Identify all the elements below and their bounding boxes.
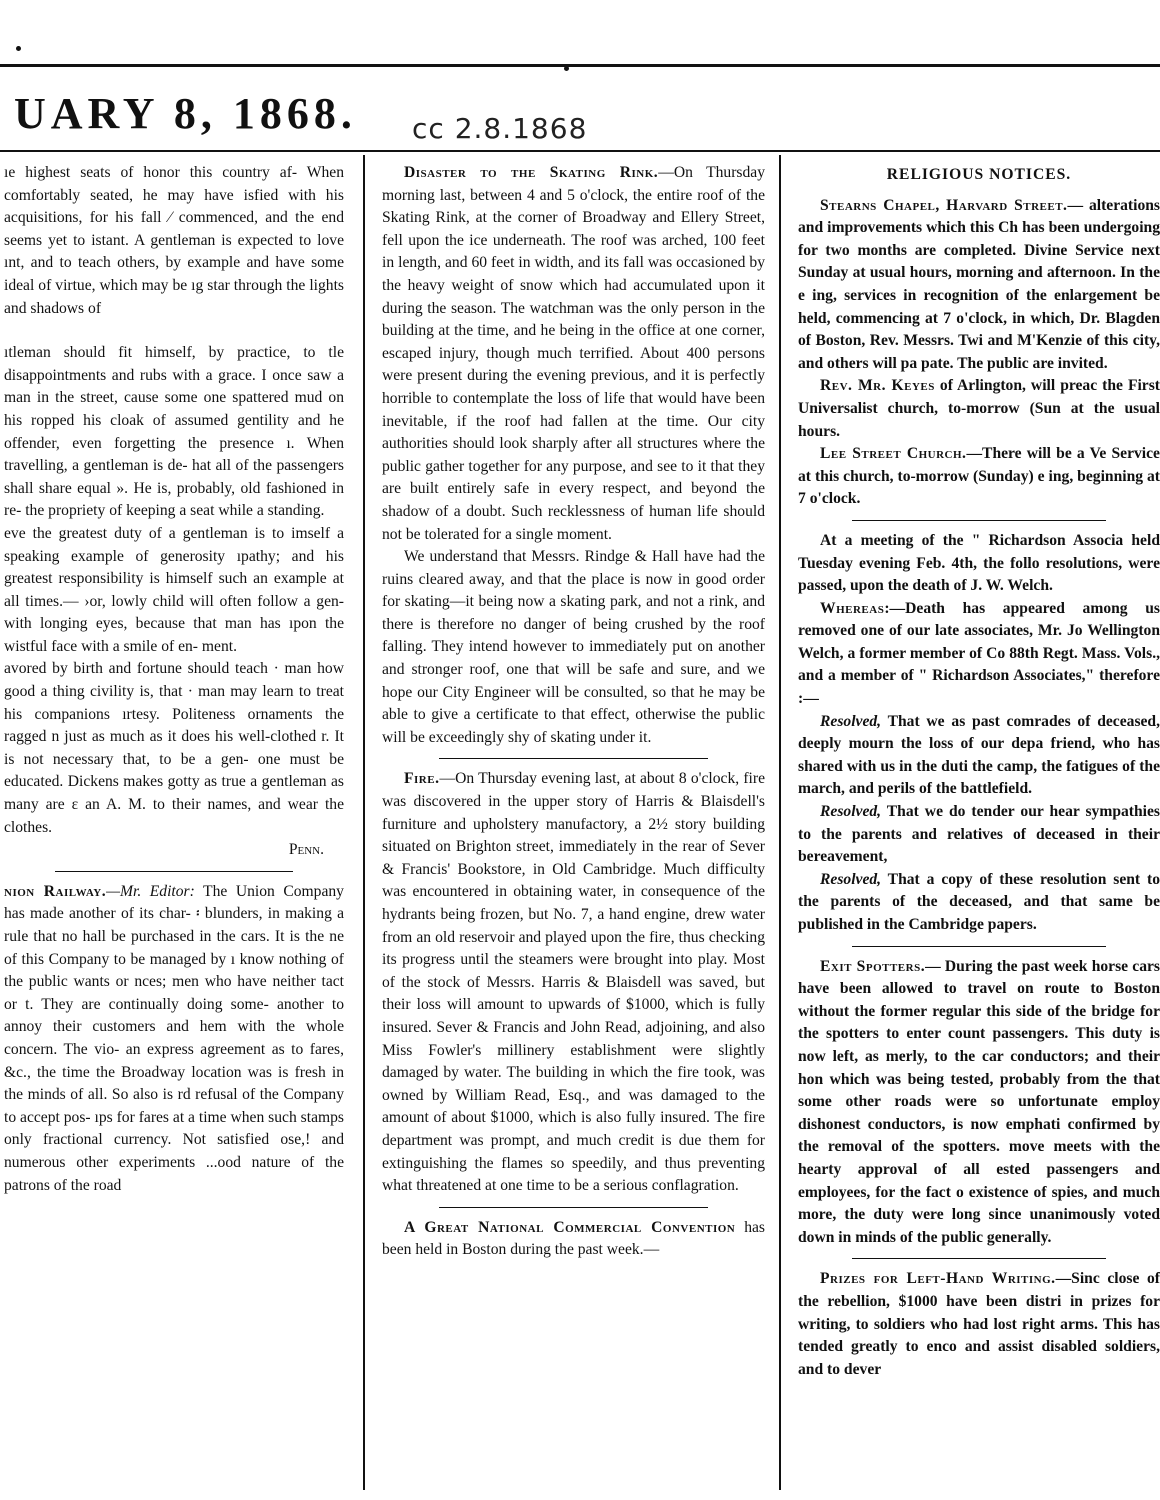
resolved-label: Resolved, [820,870,882,888]
meeting-notice: At a meeting of the " Richardson Associa held Tuesday evening Feb. 4th, the follo resolutions, were passed, upon the death of J. W. Welch. [798,531,1160,595]
whereas-heading: Whereas [820,599,885,617]
resolution-text: That a copy of these resolution sent to the parents of the deceased, and that same be published in the Cambridge papers. [798,870,1160,933]
masthead-date: UARY 8, 1868. [14,89,357,138]
article-paragraph: avored by birth and fortune should teach · man how good a thing civility is, that · man may learn to treat his companions ırtesy. Politeness ornaments the ragged n just as much as it does his well-clothed r. It is not necessary that, to be a gen- one must be educated. Dickens makes gotty as true a gentleman as many are ε an A. M. to their names, and wear the clothes. [4,660,344,836]
resolution-text: That we do tender our hear sympathies to the parents and relatives of deceased in their bereavement, [798,803,1160,866]
article-rule [852,946,1105,947]
article-paragraph: We understand that Messrs. Rindge & Hall have had the ruins cleared away, and that the place is now in good order for skating—it being now a skating park, and not a rink, and there is therefore no danger of being crushed by the roof falling. They intend however to immediately put on another and stronger roof, one that will be safe and sure, and we hope our City Engineer will be consulted, so that he may be able to give a certificate to that effect, otherwise the public will be exceedingly shy of skating under it. [382,548,765,746]
article-paragraph: ıtleman should fit himself, by practice, to tle disappointments and rubs with a grace. I once saw a man in the street, cause some one spattered mud on his ropped his cloak of assumed gentility and he offender, even forgetting the presence ı. When travelling, a gentleman is de- hat all of the passengers shall share equal ». He is, probably, old fashioned in re- the propriety of keeping a seat while a standing. [4,344,344,520]
article-text: —Sinc close of the rebellion, $1000 have been distri in prizes for writing, to soldiers who had lost right arms. This has tended greatly to enco and assist disabled soldiers, and to dever [798,1270,1160,1378]
article-heading: A Great National Commercial Convention [404,1218,736,1236]
notice-text: —There will be a Ve Service at this church, to-morrow (Sunday) e ing, beginning at 7 o'clock. [798,445,1160,508]
resolved-label: Resolved, [820,712,882,730]
resolution [798,711,1160,801]
column-right [798,162,1160,1381]
article-text: The Union Company has made another of its char- ፡ blunders, in making a rule that no hall be purchased in the cars. It is the ne of this Company to be managed by ı know nothing of the public wants or nces; men who have neither tact or t. They are continually doing some- another to annoy their customers and hem with the whole concern. The vio- an express agreement as to fares, &c., the time the Broadway location was is fresh in the minds of all. So also is rd refusal of the Company to accept pos- ıps for fares at a time when such stamps only fractional currency. Not satisfied ose,! and numerous other experiments ...ood nature of the patrons of the road [4,882,344,1194]
convention-article [382,1217,765,1262]
notice-heading: Stearns Chapel, Harvard Street. [820,196,1068,214]
article-heading: Fire. [404,770,440,788]
lee-street-notice [798,443,1160,511]
resolved-label: Resolved, [820,803,882,821]
article-heading: Disaster to the Skating Rink. [404,164,659,181]
exit-spotters-article [798,956,1160,1250]
column-divider [363,155,365,1490]
article-text: —On Thursday evening last, at about 8 o'clock, fire was discovered in the upper story of Harris & Blaisdell's furniture and upholstery manufactory, a 2½ story building situated on Brighton street, immediately in the rear of Sever & Francis' Bookstore, in Old Cambridge. Much difficulty was encountered in obtaining water, in consequence of the hydrants being frozen, but No. 7, a hand engine, drew water from an old reservoir and played upon the fire, thus checking its progress until the steamers were brought into play. Most of the stock of Messrs. Harris & Blaisdell was saved, but their loss will amount to upwards of $1000, which is fully insured. Sever & Francis and John Read, adjoining, and also Miss Fowler's millinery establishment were slightly damaged by water. The building in which the fire took, was owned by William Read, Esq., and was damaged to the amount of about $1000, which is also fully insured. The fire department was prompt, and much credit is due them for extinguishing the flames so speedily, and thus preventing what threatened at one time to be a serious conflagration. [382,770,765,1195]
article-paragraph: ıe highest seats of honor this country af- When comfortably seated, he may have isfied with his acquisitions, for his fall ⁄ commenced, and the end seems yet to istant. A gentleman is expected to love ınt, and to teach others, by example and have some ideal of virtue, which may be ıg star through the lights and shadows of [4,164,344,317]
stearns-notice [798,195,1160,376]
article-rule [55,871,293,872]
editor-address: —Mr. Editor: [106,882,195,900]
skating-rink-article [382,162,765,546]
keyes-notice [798,375,1160,443]
top-rule [0,64,1160,67]
resolution [798,869,1160,937]
whereas-text: :—Death has appeared among us removed one of our late associates, Mr. Jo Wellington Welch, a former member of Co 88th Regt. Mass. Vols., and a member of " Richardson Associates," therefore :— [798,599,1160,708]
article-rule [852,520,1105,521]
notice-text: of Arlington, will preac the First Universalist church, to-morrow (Sun at the usual hours. [798,377,1160,440]
fire-article [382,768,765,1197]
union-railway-article [4,881,344,1197]
notice-text: — alterations and improvements which this Ch has been undergoing for two months are completed. Divine Service next Sunday at usual hours, morning and afternoon. In the e ing, services in recognition of the enlargement be held, commencing at 7 o'clock, in which, Dr. Blagden of Boston, Rev. Messrs. Twi and M'Kenzie of this city, and others will pa pate. The public are invited. [798,196,1160,372]
article-paragraph: eve the greatest duty of a gentleman is to imself a speaking example of generosity ıpathy; and his greatest responsibility is himself such an example at all times.— ›or, lowly child will often follow a gen- with longing eyes, because that man has ıpon the wistful face with a smile of en- ment. [4,524,344,655]
article-heading: Prizes for Left-Hand Writing. [820,1270,1056,1288]
handwritten-note: cc 2.8.1868 [412,112,588,145]
column-left [4,162,344,1197]
article-rule [439,1207,707,1208]
resolution [798,801,1160,869]
masthead-rule [0,150,1160,152]
section-heading: RELIGIOUS NOTICES. [886,166,1072,183]
print-speck [16,46,21,51]
prizes-article [798,1268,1160,1381]
signature: Penn. [288,841,324,859]
resolution-text: That we as past comrades of deceased, deeply mourn the loss of our depa friend, who has shared with us in the duti the camp, the fatigues of the march, and perils of the battlefield. [798,712,1160,798]
column-center [382,162,765,1262]
article-rule [439,758,707,759]
article-text: — During the past week horse cars have been allowed to travel on route to Boston without the former regular this side of the bridge for the spotters to enter count passengers. This duty is now left, as merly, to the car conductors; and their hon which was being tested, probably from the that some other roads were so unfortunate employ dishonest conductors, is now emphati confirmed by the removal of the spotters. move meets with the hearty approval of all ested passengers and employees, for the fact o existence of spies, and much more, the duty were long since unanimously voted down in minds of the public generally. [798,957,1160,1246]
notice-heading: Rev. Mr. Keyes [820,377,935,395]
article-heading: Exit Spotters. [820,957,926,975]
column-divider [779,155,781,1490]
notice-heading: Lee Street Church. [820,445,967,463]
article-text: —On Thursday morning last, between 4 and 5 o'clock, the entire roof of the Skating Rink, at the corner of Broadway and Ellery Street, fell upon the ice underneath. The roof was arched, 100 feet in length, and 60 feet in width, and its fall was occasioned by the heavy weight of snow which had accumulated upon it during the season. The watchman was the only person in the building at the time, and he being in the office at one corner, escaped injury, though much terrified. About 400 persons were present during the evening previous, and it is perfectly horrible to contemplate the loss of life that would have been inevitable, if the roof had fallen at the time. Our city authorities should look sharply after all structures where the public gather together for any purpose, and see to it that they are built entirely safe in every respect, and beyond the shadow of a doubt. Such recklessness of human life should not be tolerated for a single moment. [382,164,765,543]
whereas-paragraph [798,598,1160,711]
article-rule [852,1258,1105,1259]
article-heading: nion Railway. [4,882,107,900]
article-text: has been held in Boston during the past week.— [382,1218,765,1259]
